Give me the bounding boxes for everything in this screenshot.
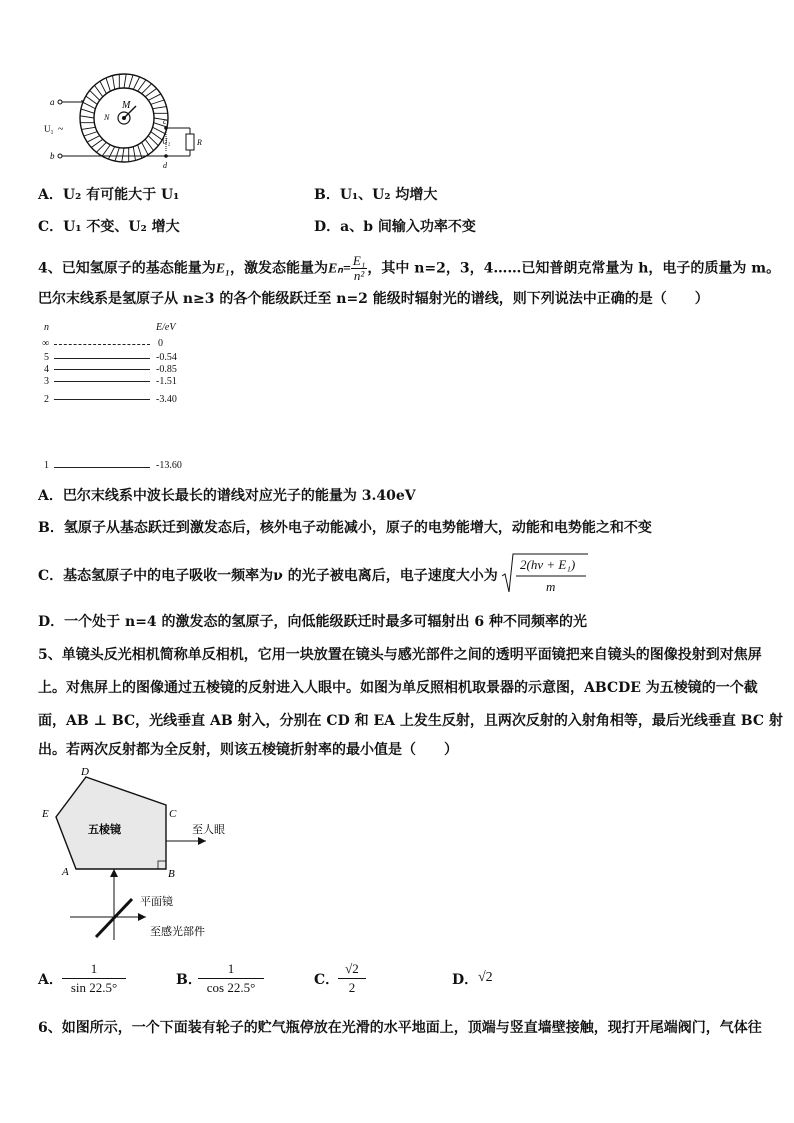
winding-stroke: [87, 136, 100, 142]
winding-stroke: [90, 90, 100, 100]
q5-option-b-fraction: 1 cos 22.5°: [198, 960, 264, 997]
q4-stem-line1: 4、已知氢原子的基态能量为E₁，激发态能量为Eₙ= $\frac{\text{E₁}}{\text{n²}}$ ，其中 n=2，3，4……已知普朗克常量为 h，电子的质量为 m。: [38, 253, 781, 283]
winding-stroke: [133, 147, 135, 161]
transformer-diagram: [40, 60, 210, 180]
level-line-1: [54, 467, 150, 468]
level-line-5: [54, 358, 150, 359]
level-e-2: -3.40: [156, 394, 177, 405]
q3-option-c: C．U₁ 不变、U₂ 增大: [38, 219, 180, 235]
level-n-4: 4: [44, 364, 49, 375]
level-line-inf: [54, 344, 150, 345]
prism-label: 五棱镜: [88, 824, 121, 836]
level-n-1: 1: [44, 460, 49, 471]
q4-energy-fraction: $\frac{\text{E₁}}{\text{n²}}$: [352, 253, 366, 283]
winding-stroke: [80, 116, 94, 118]
winding-stroke: [129, 75, 133, 88]
q5-option-c-label: C．: [314, 972, 340, 988]
n-header: n: [44, 322, 49, 333]
winding-stroke: [153, 127, 166, 133]
label-u1: U₁: [44, 124, 54, 134]
winding-stroke: [151, 132, 162, 140]
level-line-2: [54, 399, 150, 400]
level-n-2: 2: [44, 394, 49, 405]
winding-stroke: [100, 81, 106, 94]
pentaprism-diagram: [36, 765, 236, 945]
level-line-3: [54, 381, 150, 382]
q4-stem-line2: 巴尔末线系是氢原子从 n≥3 的各个能级跃迁至 n=2 能级时辐射光的谱线，则下列说法中正确的是（ ）: [38, 291, 709, 307]
winding-stroke: [138, 80, 146, 91]
vertex-b: B: [168, 868, 175, 880]
winding-stroke: [91, 139, 102, 147]
q5-stem-line1: 5、单镜头反光相机简称单反相机，它用一块放置在镜头与感光部件之间的透明平面镜把来自镜头的图像投射到对焦屏: [38, 647, 762, 663]
label-m: M: [122, 100, 131, 111]
label-u2: U₂: [162, 137, 171, 146]
winding-stroke: [94, 85, 102, 96]
winding-stroke: [151, 100, 164, 104]
level-n-3: 3: [44, 376, 49, 387]
level-e-3: -1.51: [156, 376, 177, 387]
q4-option-b: B．氢原子从基态跃迁到激发态后，核外电子动能减小，原子的电势能增大，动能和电势能之和不变: [38, 520, 652, 536]
q5-option-d-value: √2: [478, 970, 493, 985]
winding-stroke: [124, 74, 126, 88]
q5-stem-line3: 面，AB ⊥ BC，光线垂直 AB 射入，分别在 CD 和 EA 上发生反射，且两次反射的入射角相等，最后光线垂直 BC 射: [38, 713, 783, 729]
q6-stem-line1: 6、如图所示，一个下面装有轮子的贮气瓶停放在光滑的水平地面上，顶端与竖直墙壁接触，现打开尾端阀门，气体往: [38, 1020, 762, 1036]
vertex-d: D: [81, 766, 89, 778]
eye-label: 至人眼: [192, 824, 225, 836]
label-n: N: [104, 113, 110, 122]
q4-option-d: D．一个处于 n=4 的激发态的氢原子，向低能级跃迁时最多可辐射出 6 种不同频率的光: [38, 614, 588, 630]
winding-stroke: [102, 145, 110, 156]
vertex-a: A: [62, 866, 69, 878]
q5-stem-line4: 出。若两次反射都为全反射，则该五棱镜折射率的最小值是（ ）: [38, 742, 458, 758]
q3-option-b: B．U₁、U₂ 均增大: [314, 187, 438, 203]
level-e-4: -0.85: [156, 364, 177, 375]
vertex-e: E: [42, 808, 49, 820]
winding-stroke: [82, 127, 96, 129]
winding-stroke: [106, 78, 110, 91]
label-wave: ~: [58, 124, 64, 135]
winding-stroke: [113, 76, 115, 90]
winding-stroke: [145, 88, 156, 96]
level-line-4: [54, 369, 150, 370]
label-r: R: [197, 138, 202, 147]
q5-option-d-label: D．: [452, 972, 479, 988]
winding-stroke: [84, 132, 97, 136]
q4-option-a: A．巴尔末线系中波长最长的谱线对应光子的能量为 3.40eV: [38, 488, 416, 504]
label-d: d: [163, 161, 167, 170]
label-c: c: [163, 117, 167, 126]
q5-option-a-label: A．: [38, 972, 63, 988]
winding-stroke: [86, 96, 97, 104]
q5-option-a-fraction: 1 sin 22.5°: [62, 960, 126, 997]
label-a: a: [50, 97, 55, 107]
q4-option-c-sqrt: [500, 552, 590, 598]
vertex-c: C: [169, 808, 177, 820]
q3-option-d: D．a、b 间输入功率不变: [314, 219, 476, 235]
winding-stroke: [83, 102, 96, 108]
energy-level-diagram: [38, 322, 218, 472]
q4-c-numerator: 2(hν + E₁): [520, 557, 576, 572]
sensor-label: 至感光部件: [150, 926, 205, 938]
winding-stroke: [142, 84, 152, 94]
winding-stroke: [122, 148, 124, 162]
winding-stroke: [133, 77, 139, 90]
level-e-5: -0.54: [156, 352, 177, 363]
q3-option-a: A．U₂ 有可能大于 U₁: [38, 187, 180, 203]
q4-option-c: C．基态氢原子中的电子吸收一频率为ν 的光子被电离后，电子速度大小为: [38, 568, 498, 584]
winding-stroke: [148, 94, 161, 100]
winding-stroke: [145, 139, 153, 150]
label-b: b: [50, 151, 55, 161]
q5-option-b-label: B．: [176, 972, 202, 988]
winding-stroke: [153, 107, 167, 109]
winding-stroke: [108, 147, 114, 160]
winding-stroke: [142, 142, 148, 155]
e-header: E/eV: [156, 322, 176, 333]
q4-c-denominator: m: [546, 579, 556, 594]
q5-stem-line2: 上。对焦屏上的图像通过五棱镜的反射进入人眼中。如图为单反照相机取景器的示意图，ABCDE 为五棱镜的一个截: [38, 680, 758, 696]
level-e-1: -13.60: [156, 460, 182, 471]
level-n-inf: ∞: [42, 338, 50, 349]
winding-stroke: [115, 148, 119, 161]
winding-stroke: [148, 136, 158, 146]
level-e-inf: 0: [158, 338, 163, 349]
q5-option-c-fraction: √2 2: [338, 960, 366, 997]
winding-stroke: [96, 142, 106, 152]
level-n-5: 5: [44, 352, 49, 363]
mirror-label: 平面镜: [140, 896, 173, 908]
winding-stroke: [81, 109, 94, 113]
